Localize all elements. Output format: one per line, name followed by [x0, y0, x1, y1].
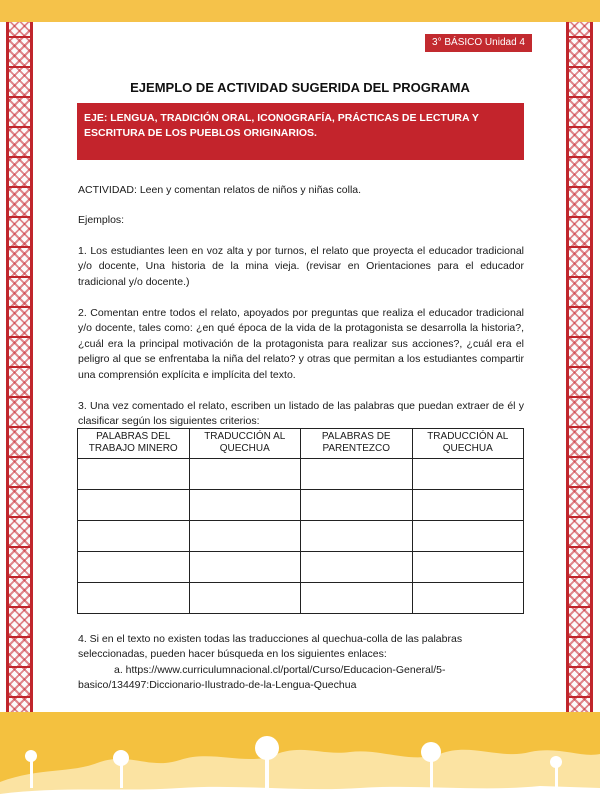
table-cell[interactable]: [189, 552, 301, 583]
table-row: [78, 583, 524, 614]
item-1: 1. Los estudiantes leen en voz alta y por turnos, el relato que proyecta el educador tradicional y/o docente, Una historia de la mina vieja. (revisar en Orientaciones para el educador tradicional y/o docente.): [78, 244, 524, 288]
table-cell[interactable]: [189, 490, 301, 521]
table-cell[interactable]: [78, 583, 190, 614]
table-cell[interactable]: [412, 552, 524, 583]
table-cell[interactable]: [301, 583, 413, 614]
table-cell[interactable]: [189, 459, 301, 490]
document-body-bottom: [78, 632, 524, 694]
examples-label: Ejemplos:: [78, 214, 125, 227]
table-cell[interactable]: [301, 521, 413, 552]
table-cell[interactable]: [412, 459, 524, 490]
right-decorative-border: [566, 22, 593, 712]
landscape-silhouette-icon: [0, 712, 600, 800]
table-cell[interactable]: [301, 552, 413, 583]
link-a-line2[interactable]: basico/134497:Diccionario-Ilustrado-de-la-Lengua-Quechua: [78, 679, 357, 692]
table-header-row: [78, 429, 524, 459]
criteria-table: [77, 428, 524, 614]
table-cell[interactable]: [412, 490, 524, 521]
table-cell[interactable]: [78, 552, 190, 583]
activity-text: ACTIVIDAD: Leen y comentan relatos de niños y niñas colla.: [78, 184, 362, 196]
table-cell[interactable]: [78, 521, 190, 552]
left-decorative-border: [6, 22, 33, 712]
table-cell[interactable]: [78, 459, 190, 490]
col-header-quechua-translation-1: TRADUCCIÓN AL QUECHUA: [189, 429, 301, 459]
item-4: 4. Si en el texto no existen todas las traducciones al quechua-colla de las palabras seleccionadas, pueden hacer búsqueda en los siguientes enlaces:: [78, 633, 463, 661]
footer-illustration: [0, 712, 600, 800]
table-cell[interactable]: [301, 459, 413, 490]
link-a-line1[interactable]: a. https://www.curriculumnacional.cl/portal/Curso/Educacion-General/5-: [114, 663, 446, 676]
table-cell[interactable]: [412, 521, 524, 552]
table-cell[interactable]: [189, 583, 301, 614]
col-header-quechua-translation-2: TRADUCCIÓN AL QUECHUA: [412, 429, 524, 459]
table-cell[interactable]: [78, 490, 190, 521]
item-2: 2. Comentan entre todos el relato, apoyados por preguntas que realiza el educador tradicional y/o docente, tales como: ¿en qué época de la vida de la protagonista se desarrolla la historia?, ¿cuál era la principal motivación de la protagonista para realizar sus acciones?, ¿cuál era el peligro al que se enfrentaba la niña del relato? y otras que permitan a los estudiantes compartir una comprensión explícita e implícita del texto.: [78, 307, 524, 381]
table-cell[interactable]: [412, 583, 524, 614]
unit-badge: 3° BÁSICO Unidad 4: [425, 34, 532, 52]
table-row: [78, 521, 524, 552]
col-header-mining-words: PALABRAS DEL TRABAJO MINERO: [78, 429, 190, 459]
col-header-kinship-words: PALABRAS DE PARENTEZCO: [301, 429, 413, 459]
eje-banner: EJE: LENGUA, TRADICIÓN ORAL, ICONOGRAFÍA, PRÁCTICAS DE LECTURA Y ESCRITURA DE LOS PUEBLOS ORIGINARIOS.: [77, 103, 524, 160]
page-title: EJEMPLO DE ACTIVIDAD SUGERIDA DEL PROGRAMA: [130, 80, 470, 95]
document-body: [78, 183, 524, 430]
table-row: [78, 490, 524, 521]
top-band: [0, 0, 600, 22]
table-cell[interactable]: [301, 490, 413, 521]
item-3: 3. Una vez comentado el relato, escriben un listado de las palabras que puedan extraer de él y clasificar según los siguientes criterios:: [78, 400, 524, 428]
table-row: [78, 552, 524, 583]
table-row: [78, 459, 524, 490]
table-cell[interactable]: [189, 521, 301, 552]
